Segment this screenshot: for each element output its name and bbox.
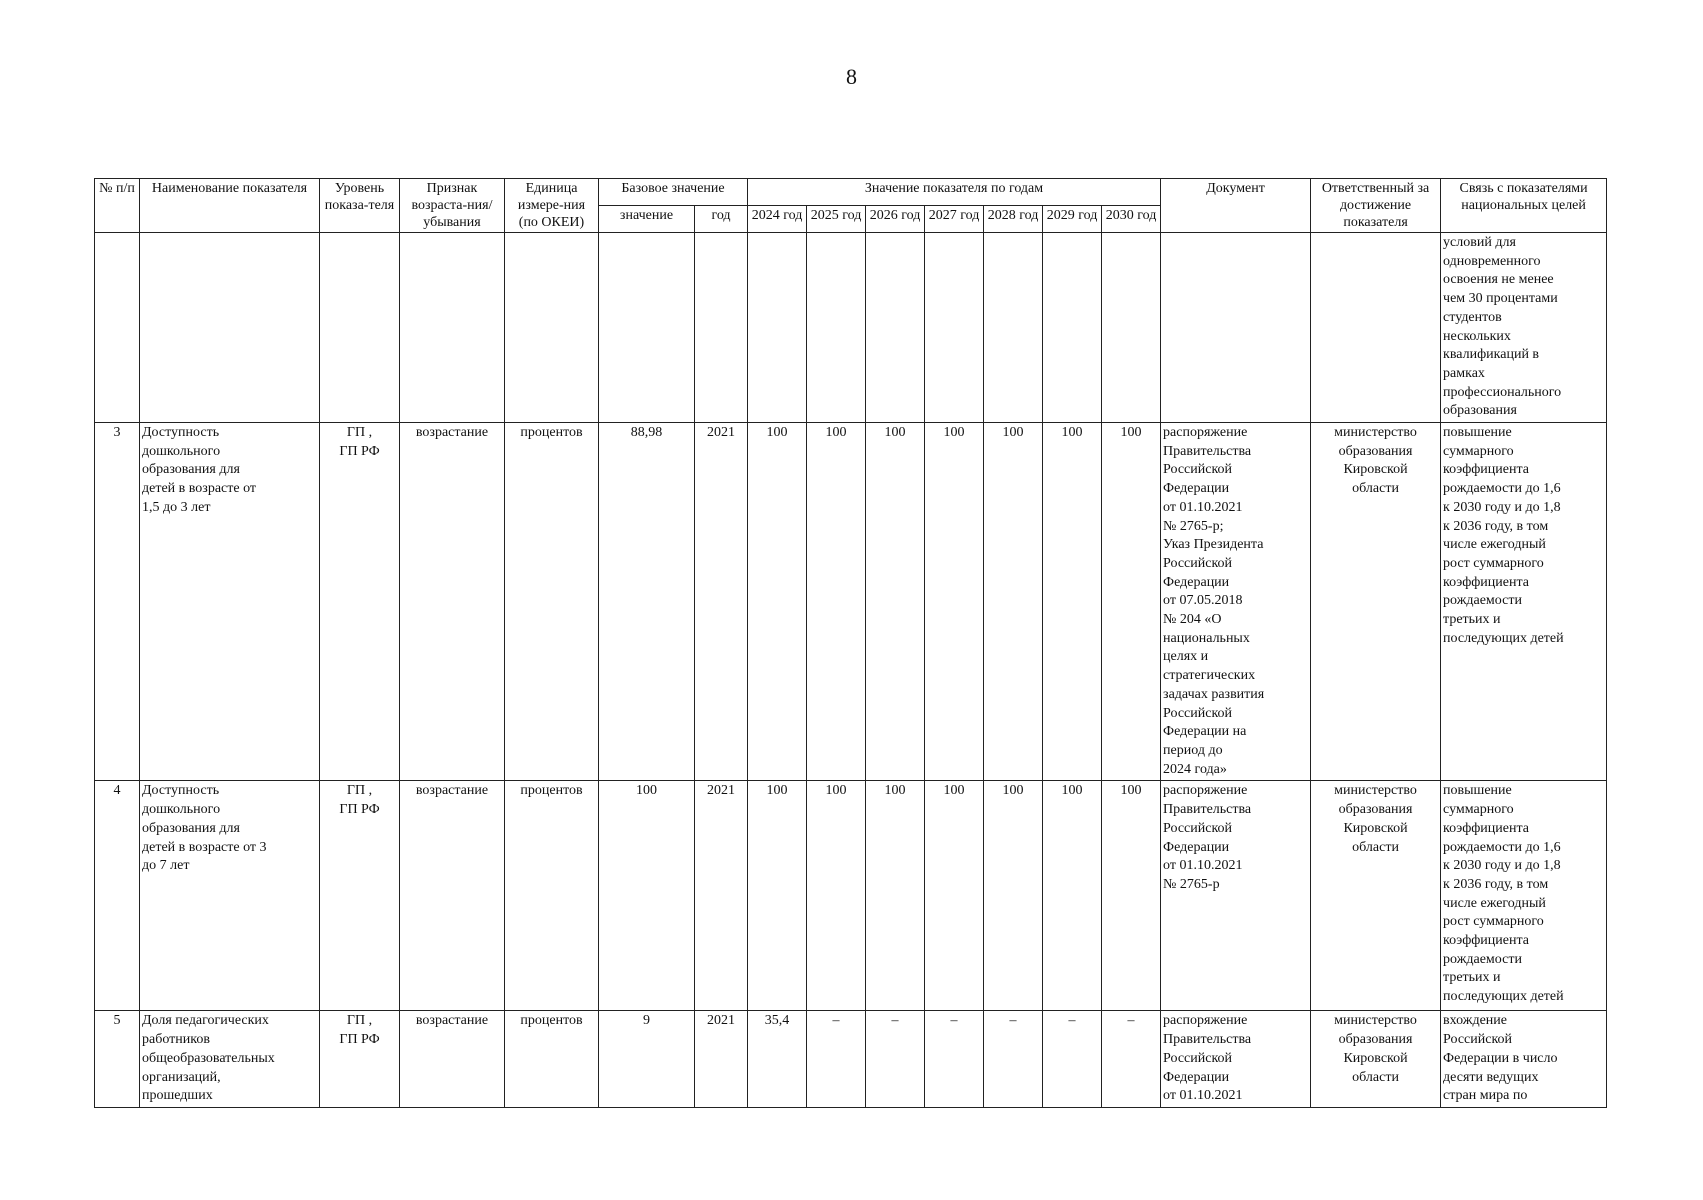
cell-year-value: 35,4 [748, 1011, 807, 1108]
cell-text-line: министерство [1334, 425, 1417, 441]
cell-year-value: – [925, 1011, 984, 1108]
cell-text-line: дошкольного [142, 443, 221, 459]
header-unit: Единица измере-ния (по ОКЕИ) [505, 179, 599, 233]
cell-text-line: суммарного [1443, 443, 1514, 459]
cell-text-line: Российской [1163, 1050, 1233, 1066]
cell-year-value: 100 [1102, 781, 1161, 1011]
cell-text-line: детей в возрасте от 3 [142, 839, 267, 855]
cell-text-line: распоряжение [1163, 783, 1248, 799]
cell-unit: процентов [505, 781, 599, 1011]
cell-text-line: стран мира по [1443, 1088, 1528, 1104]
cell-year-value: 100 [1043, 781, 1102, 1011]
cell-text-line: общеобразовательных [142, 1050, 275, 1066]
cell-year-value: 100 [1043, 423, 1102, 781]
cell-text-line: числе ежегодный [1443, 537, 1546, 553]
cell-text-line: области [1352, 1069, 1399, 1085]
header-name: Наименование показателя [140, 179, 320, 233]
table-row-continuation [95, 233, 1607, 423]
table-row [95, 781, 1607, 1011]
header-year: 2028 год [984, 206, 1043, 233]
cell-level [320, 1011, 400, 1108]
cell-year-value: 100 [807, 423, 866, 781]
cell-text-line: национальных [1163, 630, 1250, 646]
cell-document [1161, 423, 1311, 781]
cell-text-line: от 01.10.2021 [1163, 499, 1243, 515]
cell-text-line: рост суммарного [1443, 914, 1544, 930]
header-level: Уровень показа-теля [320, 179, 400, 233]
cell-year-value: 100 [748, 423, 807, 781]
cell-text-line: числе ежегодный [1443, 895, 1546, 911]
cell-responsible [1311, 423, 1441, 781]
cell-text-line: ГП РФ [339, 443, 380, 459]
cell-text-line: коэффициента [1443, 462, 1529, 478]
cell-year-value: – [1102, 1011, 1161, 1108]
cell-base-year: 2021 [695, 1011, 748, 1108]
cell-num: 3 [95, 423, 140, 781]
header-trend: Признак возраста-ния/ убывания [400, 179, 505, 233]
cell-year-value: – [984, 1011, 1043, 1108]
cell-text-line: к 2030 году и до 1,8 [1443, 499, 1561, 515]
cell-text-line: рождаемости [1443, 951, 1522, 967]
header-by-years: Значение показателя по годам [748, 179, 1161, 206]
cell-trend: возрастание [400, 1011, 505, 1108]
cell-text-line: Правительства [1163, 1032, 1252, 1048]
cell-text-line: рост суммарного [1443, 555, 1544, 571]
cell-text-line: Российской [1443, 1032, 1513, 1048]
cell-name [140, 1011, 320, 1108]
header-year: 2030 год [1102, 206, 1161, 233]
header-base-year: год [695, 206, 748, 233]
cell-link [1441, 1011, 1607, 1108]
cell-text-line: Федерации [1163, 839, 1230, 855]
table-row [95, 1011, 1607, 1108]
cell-text-line: Доля педагогических [142, 1013, 269, 1029]
cell-text-line: до 7 лет [142, 858, 190, 874]
cell-text-line: освоения не менее [1443, 272, 1554, 288]
cell-text-line: Российской [1163, 705, 1233, 721]
header-document: Документ [1161, 179, 1311, 233]
cell-text-line: Правительства [1163, 443, 1252, 459]
cell-text-line: министерство [1334, 783, 1417, 799]
cell-year-value: 100 [984, 781, 1043, 1011]
cell-text-line: Федерации [1163, 481, 1230, 497]
cell-text-line: третьих и [1443, 970, 1501, 986]
indicators-table [94, 178, 1607, 1108]
cell-text-line: образования для [142, 462, 240, 478]
header-year: 2029 год [1043, 206, 1102, 233]
header-responsible: Ответственный за достижение показателя [1311, 179, 1441, 233]
cell-text-line: период до [1163, 742, 1223, 758]
header-year: 2027 год [925, 206, 984, 233]
cell-text-line: третьих и [1443, 612, 1501, 628]
cell-document [1161, 781, 1311, 1011]
cell-text-line: задачах развития [1163, 686, 1265, 702]
cell-text-line: министерство [1334, 1013, 1417, 1029]
cell-num: 5 [95, 1011, 140, 1108]
header-base-value: значение [599, 206, 695, 233]
cell-year-value: – [1043, 1011, 1102, 1108]
cell-name [140, 423, 320, 781]
cell-num: 4 [95, 781, 140, 1011]
cell-text-line: стратегических [1163, 668, 1256, 684]
cell-year-value: 100 [1102, 423, 1161, 781]
cell-level [320, 423, 400, 781]
cell-text-line: Доступность [142, 783, 220, 799]
cell-text-line: № 2765-р [1163, 876, 1220, 892]
cell-year-value: – [866, 1011, 925, 1108]
cell-text-line: распоряжение [1163, 425, 1248, 441]
cell-year-value: 100 [984, 423, 1043, 781]
cell-text-line: Российской [1163, 555, 1233, 571]
cell-text-line: десяти ведущих [1443, 1069, 1539, 1085]
cell-text-line: Кировской [1343, 820, 1408, 836]
cell-text-line: Кировской [1343, 462, 1408, 478]
cell-text-line: суммарного [1443, 802, 1514, 818]
cell-trend: возрастание [400, 781, 505, 1011]
cell-year-value: 100 [866, 423, 925, 781]
cell-text-line: одновременного [1443, 253, 1541, 269]
header-num: № п/п [95, 179, 140, 233]
cell-text-line: организаций, [142, 1069, 221, 1085]
cell-text-line: работников [142, 1032, 210, 1048]
cell-text-line: коэффициента [1443, 820, 1529, 836]
cell-text-line: рождаемости [1443, 593, 1522, 609]
cell-text-line: Российской [1163, 462, 1233, 478]
cell-text-line: последующих детей [1443, 989, 1564, 1005]
cell-text-line: от 07.05.2018 [1163, 593, 1243, 609]
cell-link [1441, 781, 1607, 1011]
cell-year-value: 100 [866, 781, 925, 1011]
cell-text-line: рождаемости до 1,6 [1443, 839, 1561, 855]
cell-text-line: Федерации в число [1443, 1050, 1558, 1066]
header-year: 2026 год [866, 206, 925, 233]
cell-text-line: Кировской [1343, 1050, 1408, 1066]
cell-text-line: образования для [142, 820, 240, 836]
cell-text-line: повышение [1443, 783, 1512, 799]
cell-level [320, 781, 400, 1011]
cell-text-line: образования [1443, 403, 1517, 419]
cell-responsible [1311, 1011, 1441, 1108]
table-row [95, 423, 1607, 781]
cell-text-line: от 01.10.2021 [1163, 858, 1243, 874]
cell-text-line: образования [1338, 802, 1413, 818]
cell-text-line: ГП , [346, 1013, 373, 1029]
cell-base-value: 100 [599, 781, 695, 1011]
cell-text-line: профессионального [1443, 384, 1562, 400]
cell-trend: возрастание [400, 423, 505, 781]
cell-text-line: рамках [1443, 365, 1485, 381]
cell-text-line: ГП РФ [339, 1032, 380, 1048]
cell-year-value: 100 [925, 781, 984, 1011]
cell-text-line: № 204 «О [1163, 612, 1222, 628]
cell-base-value: 9 [599, 1011, 695, 1108]
cell-year-value: 100 [807, 781, 866, 1011]
cell-responsible [1311, 781, 1441, 1011]
cell-text-line: образования [1338, 443, 1413, 459]
cell-text-line: нескольких [1443, 328, 1511, 344]
cell-text-line: образования [1338, 1032, 1413, 1048]
cell-text-line: целях и [1163, 649, 1209, 665]
cell-text-line: рождаемости до 1,6 [1443, 481, 1561, 497]
cell-text-line: чем 30 процентами [1443, 291, 1558, 307]
cell-text-line: к 2036 году, в том [1443, 518, 1549, 534]
cell-year-value: – [807, 1011, 866, 1108]
cell-link [1441, 423, 1607, 781]
cell-text-line: к 2030 году и до 1,8 [1443, 858, 1561, 874]
cell-text-line: Доступность [142, 425, 220, 441]
cell-year-value: 100 [925, 423, 984, 781]
cell-text-line: студентов [1443, 309, 1502, 325]
page-number: 8 [846, 64, 857, 89]
cell-base-value: 88,98 [599, 423, 695, 781]
cell-link [1441, 233, 1607, 423]
cell-text-line: 1,5 до 3 лет [142, 499, 211, 515]
cell-text-line: коэффициента [1443, 574, 1529, 590]
cell-text-line: Федерации на [1163, 724, 1247, 740]
cell-year-value: 100 [748, 781, 807, 1011]
cell-text-line: Указ Президента [1163, 537, 1264, 553]
header-year: 2025 год [807, 206, 866, 233]
cell-text-line: прошедших [142, 1088, 213, 1104]
cell-text-line: коэффициента [1443, 933, 1529, 949]
cell-text-line: № 2765-р; [1163, 518, 1224, 534]
cell-text-line: вхождение [1443, 1013, 1507, 1029]
cell-text-line: детей в возрасте от [142, 481, 257, 497]
cell-text-line: области [1352, 839, 1399, 855]
cell-text-line: Федерации [1163, 574, 1230, 590]
cell-text-line: распоряжение [1163, 1013, 1248, 1029]
cell-name [140, 781, 320, 1011]
cell-text-line: Федерации [1163, 1069, 1230, 1085]
cell-text-line: ГП , [346, 425, 373, 441]
header-base: Базовое значение [599, 179, 748, 206]
cell-text-line: области [1352, 481, 1399, 497]
cell-text-line: ГП , [346, 783, 373, 799]
cell-text-line: ГП РФ [339, 802, 380, 818]
cell-text-line: Российской [1163, 820, 1233, 836]
cell-base-year: 2021 [695, 781, 748, 1011]
header-year: 2024 год [748, 206, 807, 233]
cell-text-line: повышение [1443, 425, 1512, 441]
cell-text-line: квалификаций в [1443, 347, 1540, 363]
cell-unit: процентов [505, 1011, 599, 1108]
header-link: Связь с показателями национальных целей [1441, 179, 1607, 233]
cell-text-line: Правительства [1163, 802, 1252, 818]
cell-text-line: от 01.10.2021 [1163, 1088, 1243, 1104]
cell-unit: процентов [505, 423, 599, 781]
cell-text-line: условий для [1443, 235, 1516, 250]
cell-text-line: 2024 года» [1163, 761, 1227, 777]
cell-text-line: к 2036 году, в том [1443, 876, 1549, 892]
cell-text-line: последующих детей [1443, 630, 1564, 646]
cell-base-year: 2021 [695, 423, 748, 781]
cell-text-line: дошкольного [142, 802, 221, 818]
cell-document [1161, 1011, 1311, 1108]
header-row-1 [95, 179, 1607, 206]
